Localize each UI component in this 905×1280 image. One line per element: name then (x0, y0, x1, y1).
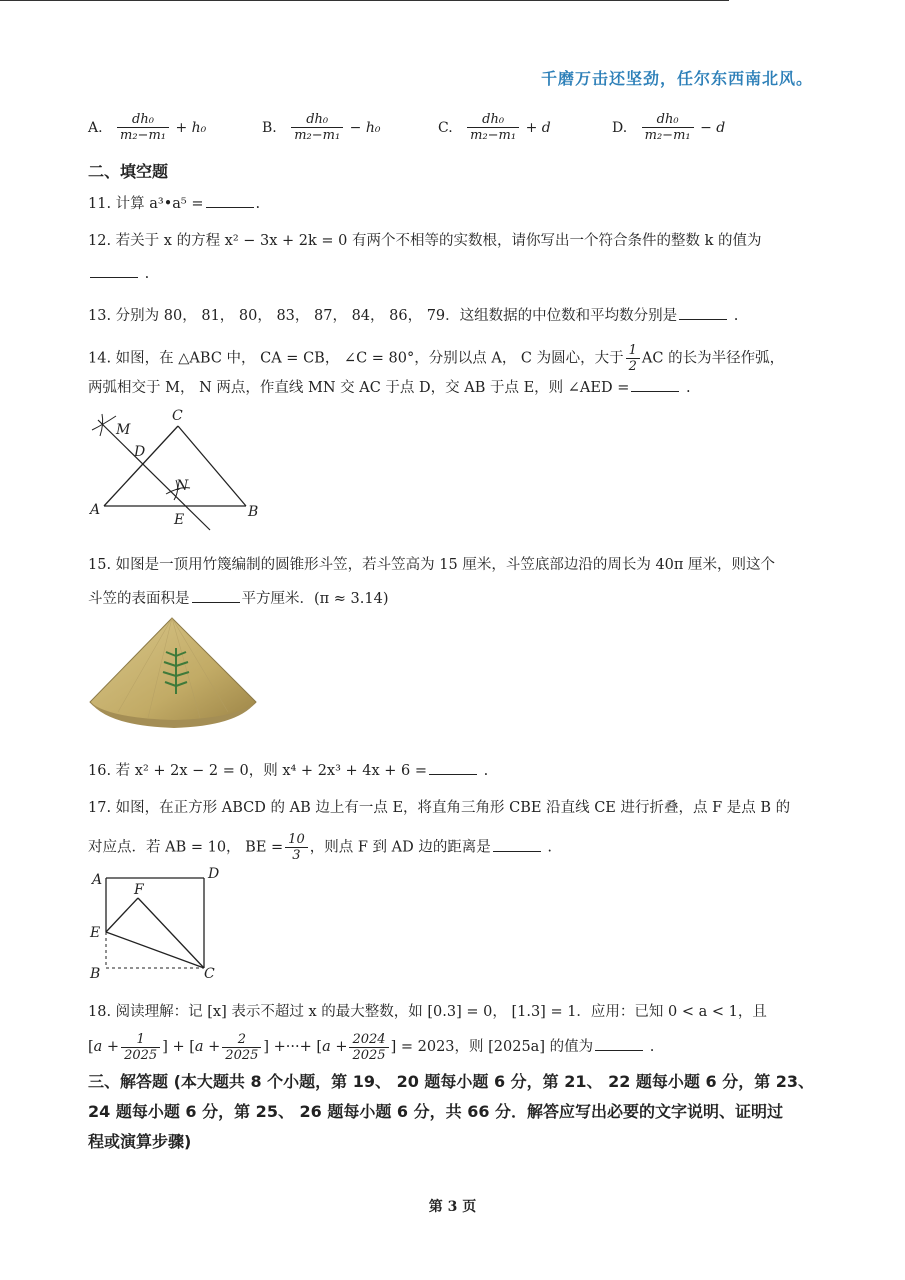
option-tail: + d (525, 119, 551, 136)
answer-blank (595, 1036, 643, 1051)
question-15-line2 (88, 588, 389, 609)
section-title-fill-blank: 二、填空题 (88, 162, 169, 181)
triangle-figure (86, 404, 266, 532)
header-motto: 千磨万击还坚劲，任尔东西南北风。 (540, 69, 813, 88)
question-16 (88, 760, 488, 781)
question-end: . (649, 1039, 655, 1055)
answer-blank (631, 377, 679, 392)
question-18: 18. 阅读理解：记 [x] 表示不超过 x 的最大整数，如 [0.3] = 0， [1.3] = 1．应用：已知 0 < a < 1，且 (88, 1004, 767, 1020)
option-fraction: $\frac{\text{dh₀}}{\text{m₂−m₁}}$ (117, 112, 169, 143)
question-end: . (547, 839, 553, 856)
answer-blank (429, 760, 477, 775)
section-title-solve-line1: 三、解答题 (本大题共 8 个小题，第 19、 20 题每小题 6 分，第 21、 22 题每小题 6 分，第 23、 (88, 1072, 815, 1091)
question-text: 13. 分别为 80， 81， 80， 83， 87， 84， 86， 79．这组数据的中位数和平均数分别是 (88, 308, 678, 324)
question-end: . (685, 380, 691, 396)
question-14 (88, 343, 784, 374)
fraction-half: $\frac{1}{2}$ (626, 343, 640, 374)
question-17: 17. 如图，在正方形 ABCD 的 AB 边上有一点 E，将直角三角形 CBE 沿直线 CE 进行折叠，点 F 是点 B 的 (88, 800, 791, 816)
question-14-line2 (88, 377, 691, 398)
answer-blank (192, 588, 240, 603)
question-12-line2 (88, 263, 149, 284)
square-figure (86, 862, 226, 982)
answer-blank (206, 193, 254, 208)
question-text: = 2023，则 [2025a] 的值为 (400, 1039, 594, 1055)
question-12: 12. 若关于 x 的方程 x² − 3x + 2k = 0 有两个不相等的实数根，请你写出一个符合条件的整数 k 的值为 (88, 233, 762, 249)
question-end: . (483, 763, 489, 779)
label-a: A (92, 872, 103, 888)
question-text: 16. 若 x² + 2x − 2 = 0，则 x⁴ + 2x³ + 4x + 6 = (88, 763, 428, 779)
option-label: D. (612, 119, 628, 136)
fraction-term-2: $\frac{2}{2025}$ (222, 1032, 261, 1063)
option-label: B. (262, 119, 277, 136)
question-end: . (255, 196, 261, 212)
answer-blank (90, 263, 138, 278)
option-a (88, 112, 206, 143)
option-label: A. (88, 119, 103, 136)
option-tail: − h₀ (349, 119, 381, 136)
option-label: C. (438, 119, 453, 136)
label-a: A (90, 502, 101, 518)
fraction-ten-thirds: $\frac{10}{3}$ (285, 832, 308, 863)
question-18-line2: [a + $\frac{1}{2025}$ ] + [a + $\frac{2}{2025}$ ] +···+ [a + $\frac{2024}{2025}$ ] = 2023，则 [2025a] 的值为 . (88, 1031, 655, 1063)
option-tail: − d (700, 119, 726, 136)
question-15: 15. 如图是一顶用竹篾编制的圆锥形斗笠，若斗笠高为 15 厘米，斗笠底部边沿的周长为 40π 厘米，则这个 (88, 557, 776, 573)
label-c: C (204, 966, 215, 982)
section-title-solve-line3: 程或演算步骤) (88, 1132, 192, 1151)
label-f: F (134, 882, 144, 898)
question-text: 斗笠的表面积是 (88, 591, 190, 607)
question-13 (88, 305, 738, 326)
option-b (262, 112, 380, 143)
question-text: 两弧相交于 M， N 两点，作直线 MN 交 AC 于点 D，交 AB 于点 E，则 ∠AED = (88, 380, 630, 396)
option-d (612, 112, 725, 143)
question-11 (88, 193, 260, 214)
page-number: 第 3 页 (428, 1199, 477, 1215)
answer-blank (679, 305, 727, 320)
label-m: M (116, 422, 131, 438)
label-e: E (90, 925, 101, 941)
option-fraction: $\frac{\text{dh₀}}{\text{m₂−m₁}}$ (642, 112, 694, 143)
option-tail: + h₀ (175, 119, 207, 136)
option-fraction: $\frac{\text{dh₀}}{\text{m₂−m₁}}$ (291, 112, 343, 143)
question-text: ，则点 F 到 AD 边的距离是 (309, 839, 491, 856)
bamboo-hat-image (88, 614, 260, 732)
label-c: C (172, 408, 183, 424)
question-end: . (733, 308, 739, 324)
label-n: N (176, 478, 189, 494)
question-text: 11. 计算 a³•a⁵ = (88, 196, 204, 212)
label-d: D (134, 444, 146, 460)
question-text: AC 的长为半径作弧， (641, 350, 785, 367)
question-text: 14. 如图，在 △ABC 中， CA = CB， ∠C = 80°，分别以点 A， C 为圆心，大于 (88, 350, 624, 367)
fraction-term-2024: $\frac{2024}{2025}$ (349, 1032, 388, 1063)
header-rule (0, 0, 729, 1)
answer-blank (493, 837, 541, 852)
label-b: B (248, 504, 259, 520)
section-title-solve-line2: 24 题每小题 6 分，第 25、 26 题每小题 6 分，共 66 分．解答应写出必要的文字说明、证明过 (88, 1102, 784, 1121)
question-end: . (144, 266, 150, 282)
option-c (438, 112, 551, 143)
question-17-line2 (88, 832, 552, 863)
option-fraction: $\frac{\text{dh₀}}{\text{m₂−m₁}}$ (467, 112, 519, 143)
label-e: E (174, 512, 185, 528)
question-text: 对应点．若 AB = 10， BE = (88, 839, 284, 856)
label-d: D (208, 866, 220, 882)
question-text: 平方厘米．(π ≈ 3.14) (241, 591, 389, 607)
fraction-term-1: $\frac{1}{2025}$ (121, 1032, 160, 1063)
label-b: B (90, 966, 101, 982)
